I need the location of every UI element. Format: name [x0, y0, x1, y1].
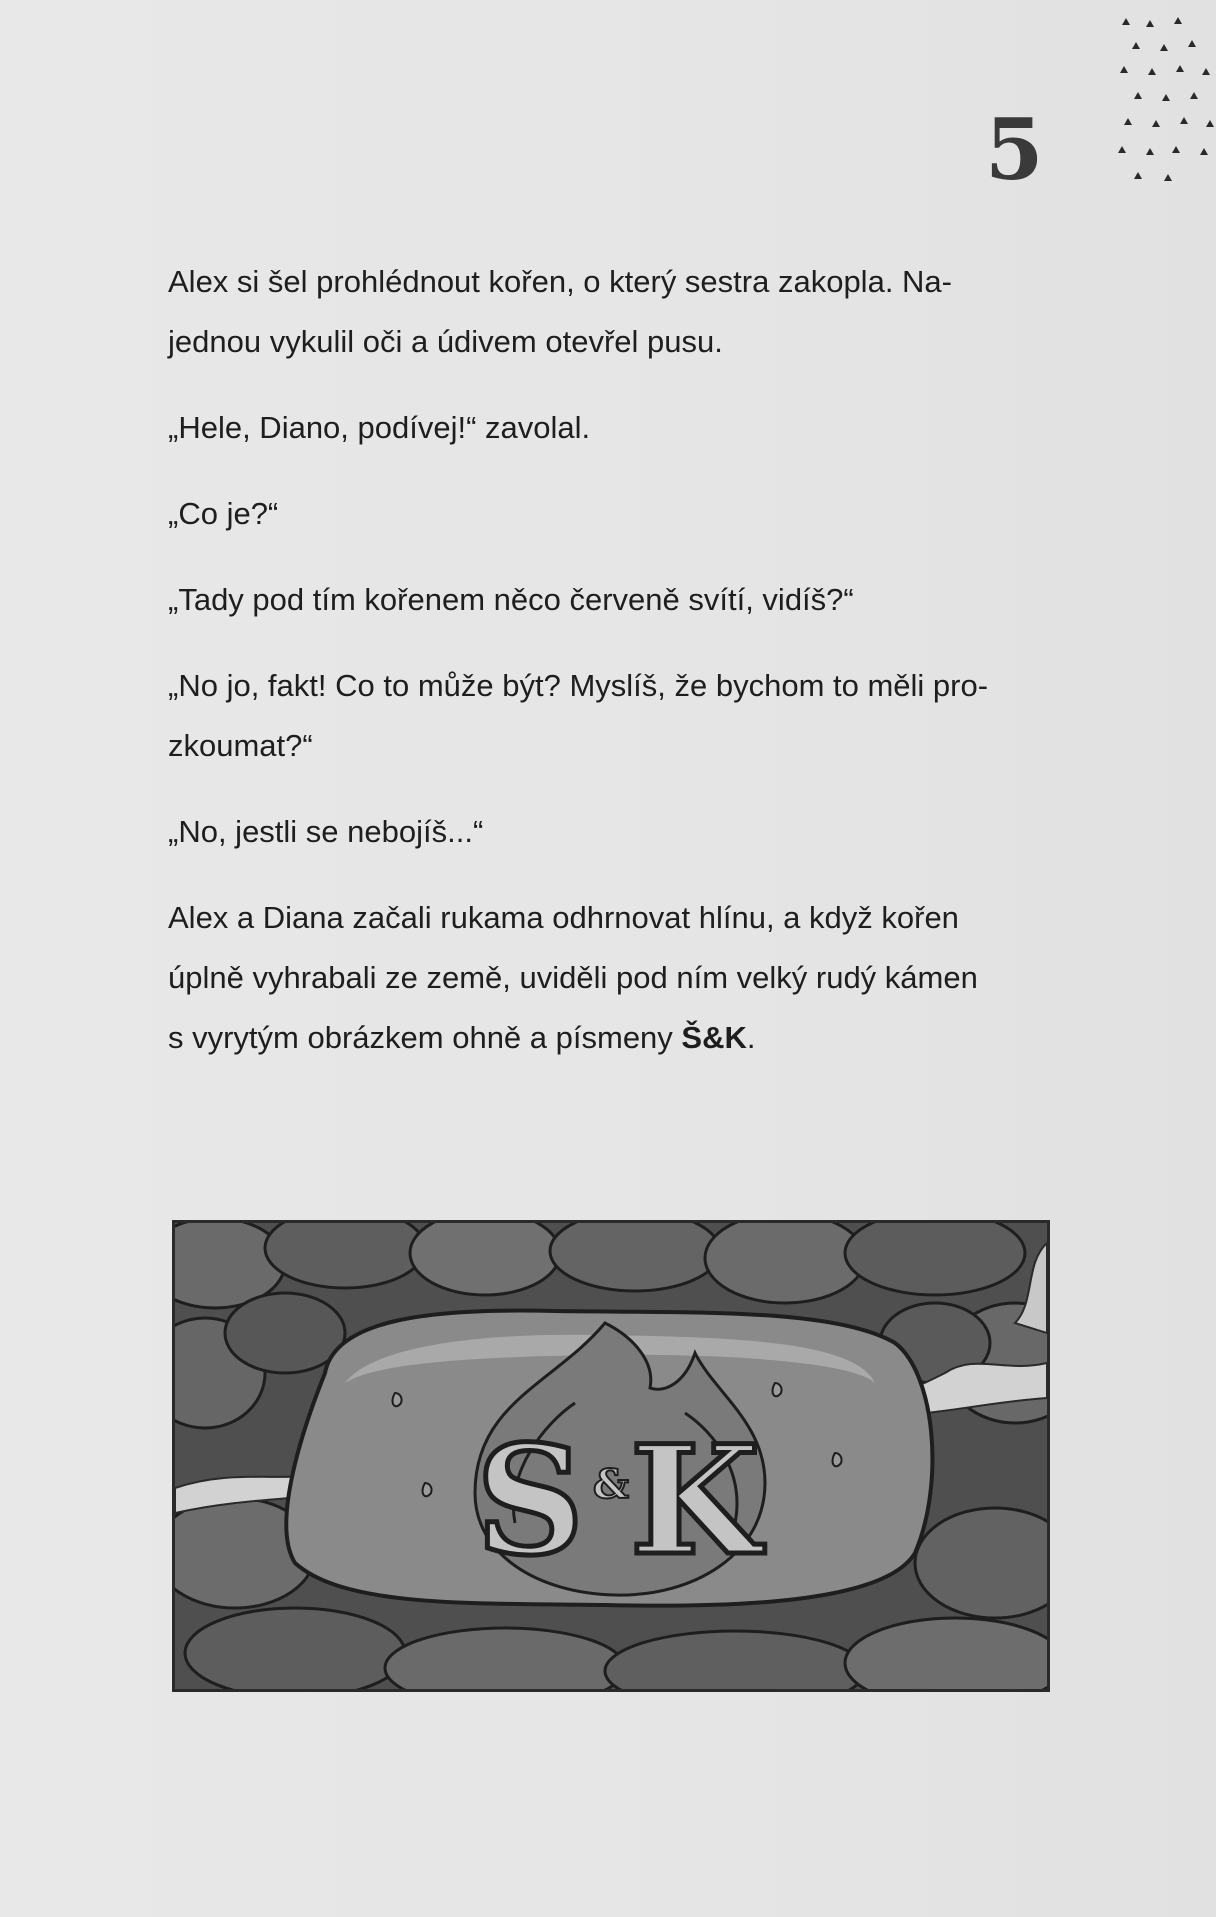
- text-line: jednou vykulil oči a údivem otevřel pusu.: [168, 324, 723, 359]
- text-line: „No, jestli se nebojíš...“: [168, 814, 484, 849]
- text-line: „No jo, fakt! Co to může být? Myslíš, že bychom to měli pro-: [168, 668, 989, 703]
- paragraph: [168, 802, 1048, 862]
- paragraph: [168, 484, 1048, 544]
- text-line: „Hele, Diano, podívej!“ zavolal.: [168, 410, 591, 445]
- stone-ampersand: &: [592, 1461, 630, 1508]
- text-line: zkoumat?“: [168, 728, 313, 763]
- bold-text: Š&K: [681, 1020, 747, 1055]
- paragraph: [168, 888, 1048, 1068]
- text-line: Alex si šel prohlédnout kořen, o který sestra zakopla. Na-: [168, 264, 952, 299]
- page-number: 5: [985, 100, 1044, 199]
- text-line: [168, 1020, 756, 1055]
- text-line: „Co je?“: [168, 496, 279, 531]
- stone-illustration: [172, 1220, 1050, 1692]
- text-line: úplně vyhrabali ze země, uviděli pod ním velký rudý kámen: [168, 960, 978, 995]
- text-run: s vyrytým obrázkem ohně a písmeny: [168, 1020, 682, 1055]
- body-text: [168, 252, 1048, 1094]
- paragraph: [168, 656, 1048, 776]
- text-line: Alex a Diana začali rukama odhrnovat hlínu, a když kořen: [168, 900, 959, 935]
- stone-illustration-drawing: [175, 1223, 1047, 1689]
- stone-letter-k: K: [629, 1413, 761, 1589]
- paragraph: [168, 398, 1048, 458]
- corner-dots-decoration: [1106, 0, 1216, 200]
- paragraph: [168, 252, 1048, 372]
- stone-letter-s: S: [475, 1413, 585, 1589]
- text-run: .: [746, 1020, 756, 1055]
- text-line: „Tady pod tím kořenem něco červeně svítí, vidíš?“: [168, 582, 854, 617]
- paragraph: [168, 570, 1048, 630]
